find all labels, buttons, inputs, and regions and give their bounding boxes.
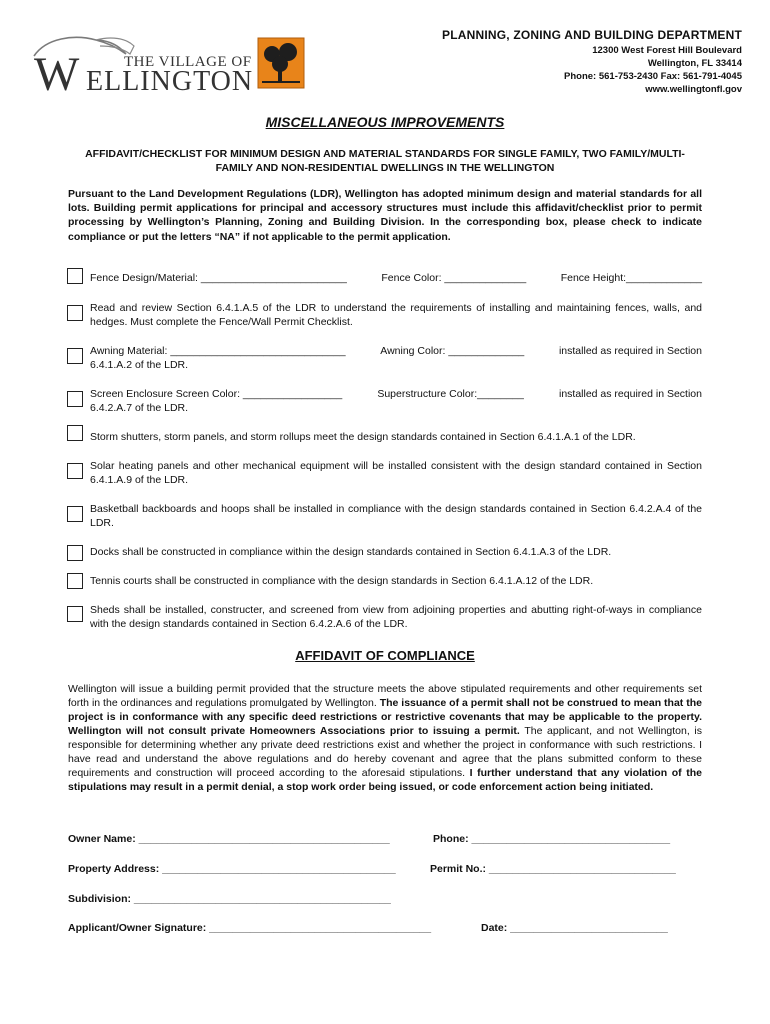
- solar-text: Solar heating panels and other mechanical equipment will be installed consistent with the design standard contained in Section 6.4.1.A.9 of the LDR.: [90, 460, 702, 486]
- fence-checkbox[interactable]: [67, 268, 83, 284]
- docks-checkbox[interactable]: [67, 545, 83, 561]
- basketball-text: Basketball backboards and hoops shall be installed in compliance with the design standards contained in Section 6.4.2.A.4 of the LDR.: [90, 503, 702, 529]
- address-line-1: 12300 West Forest Hill Boulevard: [592, 45, 742, 56]
- document-title: MISCELLANEOUS IMPROVEMENTS: [265, 114, 505, 130]
- subdivision-field[interactable]: Subdivision: ____________________________________________: [68, 893, 391, 905]
- awning-material-field[interactable]: Awning Material: ______________________________: [90, 345, 346, 357]
- department-name: PLANNING, ZONING AND BUILDING DEPARTMENT: [442, 28, 742, 42]
- screen-section-text: 6.4.2.A.7 of the LDR.: [90, 401, 189, 414]
- property-address-field[interactable]: Property Address: ________________________________________: [68, 863, 396, 875]
- fence-design-field[interactable]: Fence Design/Material: _________________________: [90, 272, 347, 284]
- phone-fax: Phone: 561-753-2430 Fax: 561-791-4045: [564, 71, 742, 82]
- sheds-text: Sheds shall be installed, constructer, and screened from view from adjoining properties and abutting right-of-ways in compliance with the design standards contained in Section 6.4.2.A.6 of the LDR.: [90, 604, 702, 630]
- screen-installed-text: installed as required in Section: [558, 388, 702, 400]
- phone-field[interactable]: Phone: __________________________________: [433, 833, 671, 845]
- storm-text: Storm shutters, storm panels, and storm rollups meet the design standards contained in Section 6.4.1.A.1 of the LDR.: [90, 431, 636, 443]
- logo-initial: W: [34, 48, 80, 94]
- intro-paragraph: Pursuant to the Land Development Regulations (LDR), Wellington has adopted minimum design and material standards for all lots. Building permit applications for principal and accessory structures must include this affidavit/checklist prior to permit processing by Wellington’s Planning, Zoning and Building Division. In the corresponding box, please check to indicate compliance or put the letters “NA” if not applicable to the permit application.: [68, 188, 702, 243]
- storm-checkbox[interactable]: [67, 425, 83, 441]
- fence-review-text: Read and review Section 6.4.1.A.5 of the LDR to understand the requirements of installing and maintaining fences, walls, and hedges. Must complete the Fence/Wall Permit Checklist.: [90, 302, 702, 328]
- fence-line: [90, 272, 702, 286]
- logo-text-small: THE VILLAGE OF: [124, 54, 252, 70]
- tennis-checkbox[interactable]: [67, 573, 83, 589]
- affidavit-p1: Wellington will issue a building permit provided that the structure meets the above stipulated requirements and other requirements set forth in the ordinances and regulations promulgated by Wellington.: [68, 683, 702, 709]
- awning-installed-text: installed as required in Section: [558, 345, 702, 357]
- fence-height-field[interactable]: Fence Height:_____________: [560, 272, 702, 284]
- awning-color-field[interactable]: Awning Color: _____________: [380, 345, 525, 357]
- screen-color-field[interactable]: Screen Enclosure Screen Color: _________________: [90, 388, 343, 400]
- screen-enclosure-item: [90, 388, 702, 415]
- awning-item: [90, 345, 702, 372]
- awning-section-text: 6.4.1.A.2 of the LDR.: [90, 358, 189, 371]
- docks-text: Docks shall be constructed in compliance within the design standards contained in Section 6.4.1.A.3 of the LDR.: [90, 546, 612, 558]
- solar-checkbox[interactable]: [67, 463, 83, 479]
- signature-field[interactable]: Applicant/Owner Signature: ______________________________________: [68, 922, 432, 934]
- affidavit-body: [68, 682, 702, 794]
- tree-emblem-icon: [258, 38, 304, 88]
- address-line-2: Wellington, FL 33414: [647, 58, 742, 69]
- awning-checkbox[interactable]: [67, 348, 83, 364]
- website: www.wellingtonfl.gov: [645, 84, 742, 95]
- basketball-checkbox[interactable]: [67, 506, 83, 522]
- affidavit-p2: The issuance of a permit shall not be construed to mean that the project is in conformance with any specific deed restrictions or restrictive covenants that may be applicable to the property. Wellington will not consult private Homeowners Associations prior to issuing a permit.: [68, 697, 702, 737]
- owner-name-field[interactable]: Owner Name: ___________________________________________: [68, 833, 390, 845]
- fence-color-field[interactable]: Fence Color: ______________: [381, 272, 527, 284]
- date-field[interactable]: Date: ___________________________: [481, 922, 668, 934]
- superstructure-color-field[interactable]: Superstructure Color:________: [377, 388, 524, 400]
- permit-no-field[interactable]: Permit No.: ________________________________: [430, 863, 676, 875]
- screen-enclosure-checkbox[interactable]: [67, 391, 83, 407]
- affidavit-title: AFFIDAVIT OF COMPLIANCE: [295, 648, 475, 663]
- tennis-text: Tennis courts shall be constructed in compliance with the design standards in Section 6.4.1.A.12 of the LDR.: [90, 575, 594, 587]
- fence-review-checkbox[interactable]: [67, 305, 83, 321]
- village-logo: [26, 34, 316, 94]
- sheds-checkbox[interactable]: [67, 606, 83, 622]
- department-info: [442, 28, 742, 96]
- affidavit-p4: I further understand that any violation of the stipulations may result in a permit denial, a stop work order being issued, or code enforcement action being initiated.: [68, 767, 702, 793]
- document-subtitle: AFFIDAVIT/CHECKLIST FOR MINIMUM DESIGN AND MATERIAL STANDARDS FOR SINGLE FAMILY, TWO FAMILY/MULTI-FAMILY AND NON-RESIDENTIAL DWELLINGS IN THE WELLINGTON: [85, 148, 685, 174]
- logo-text-large: ELLINGTON: [86, 66, 254, 94]
- affidavit-p3: The applicant, and not Wellington, is responsible for determining whether any private deed restrictions exist and whether the project in conformance with such restrictions. I have read and understand the above regulations and do hereby covenant and agree that the plans submitted conform to these requirements and construction will proceed according to the aforesaid stipulations.: [68, 725, 703, 779]
